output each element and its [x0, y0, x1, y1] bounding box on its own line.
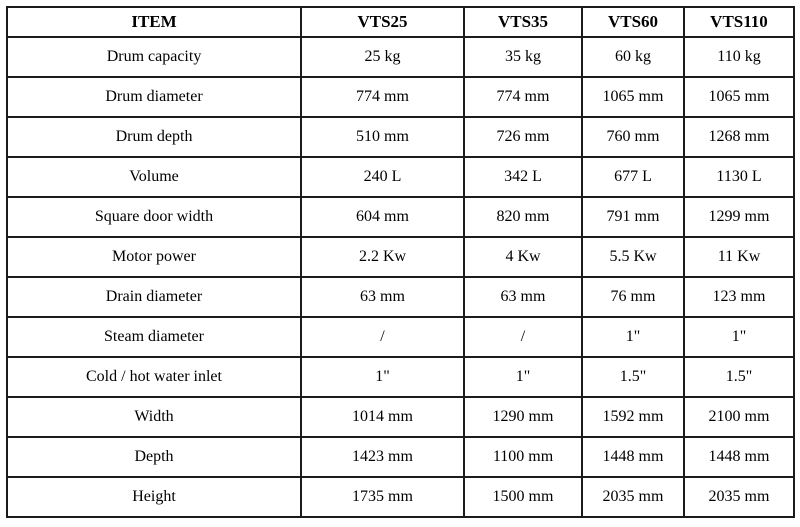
value-cell-vts110: 1.5" — [684, 357, 794, 397]
specs-table — [6, 6, 795, 518]
value-cell-vts25: 1423 mm — [301, 437, 464, 477]
column-header-vts60: VTS60 — [582, 7, 684, 37]
item-cell: Square door width — [7, 197, 301, 237]
value-cell-vts35: 1290 mm — [464, 397, 582, 437]
value-cell-vts25: 1" — [301, 357, 464, 397]
value-cell-vts35: 774 mm — [464, 77, 582, 117]
table-row — [7, 277, 794, 317]
value-cell-vts110: 1065 mm — [684, 77, 794, 117]
item-cell: Drum diameter — [7, 77, 301, 117]
value-cell-vts35: / — [464, 317, 582, 357]
table-body — [7, 37, 794, 517]
value-cell-vts60: 60 kg — [582, 37, 684, 77]
value-cell-vts35: 1" — [464, 357, 582, 397]
value-cell-vts110: 1" — [684, 317, 794, 357]
value-cell-vts25: 240 L — [301, 157, 464, 197]
value-cell-vts110: 1448 mm — [684, 437, 794, 477]
value-cell-vts60: 791 mm — [582, 197, 684, 237]
column-header-vts35: VTS35 — [464, 7, 582, 37]
value-cell-vts25: 604 mm — [301, 197, 464, 237]
value-cell-vts25: 1735 mm — [301, 477, 464, 517]
item-cell: Width — [7, 397, 301, 437]
value-cell-vts110: 2100 mm — [684, 397, 794, 437]
table-row — [7, 37, 794, 77]
value-cell-vts35: 63 mm — [464, 277, 582, 317]
table-header — [7, 7, 794, 37]
item-cell: Steam diameter — [7, 317, 301, 357]
value-cell-vts25: 25 kg — [301, 37, 464, 77]
table-row — [7, 357, 794, 397]
value-cell-vts25: 63 mm — [301, 277, 464, 317]
value-cell-vts25: 510 mm — [301, 117, 464, 157]
value-cell-vts35: 35 kg — [464, 37, 582, 77]
header-row — [7, 7, 794, 37]
value-cell-vts110: 11 Kw — [684, 237, 794, 277]
value-cell-vts35: 726 mm — [464, 117, 582, 157]
value-cell-vts25: 2.2 Kw — [301, 237, 464, 277]
item-cell: Drain diameter — [7, 277, 301, 317]
value-cell-vts60: 5.5 Kw — [582, 237, 684, 277]
item-cell: Height — [7, 477, 301, 517]
column-header-vts25: VTS25 — [301, 7, 464, 37]
value-cell-vts35: 342 L — [464, 157, 582, 197]
value-cell-vts60: 1" — [582, 317, 684, 357]
table-row — [7, 317, 794, 357]
value-cell-vts35: 1100 mm — [464, 437, 582, 477]
value-cell-vts60: 1.5" — [582, 357, 684, 397]
table-row — [7, 77, 794, 117]
value-cell-vts60: 1592 mm — [582, 397, 684, 437]
table-row — [7, 197, 794, 237]
table-row — [7, 477, 794, 517]
item-cell: Depth — [7, 437, 301, 477]
value-cell-vts25: / — [301, 317, 464, 357]
table-row — [7, 397, 794, 437]
value-cell-vts60: 677 L — [582, 157, 684, 197]
value-cell-vts35: 4 Kw — [464, 237, 582, 277]
table-row — [7, 237, 794, 277]
item-cell: Volume — [7, 157, 301, 197]
item-cell: Motor power — [7, 237, 301, 277]
value-cell-vts110: 123 mm — [684, 277, 794, 317]
value-cell-vts60: 76 mm — [582, 277, 684, 317]
value-cell-vts60: 1065 mm — [582, 77, 684, 117]
table-row — [7, 117, 794, 157]
value-cell-vts110: 1268 mm — [684, 117, 794, 157]
column-header-item: ITEM — [7, 7, 301, 37]
value-cell-vts60: 760 mm — [582, 117, 684, 157]
value-cell-vts110: 1299 mm — [684, 197, 794, 237]
item-cell: Drum capacity — [7, 37, 301, 77]
table-row — [7, 157, 794, 197]
value-cell-vts60: 1448 mm — [582, 437, 684, 477]
value-cell-vts25: 774 mm — [301, 77, 464, 117]
value-cell-vts60: 2035 mm — [582, 477, 684, 517]
value-cell-vts35: 1500 mm — [464, 477, 582, 517]
item-cell: Cold / hot water inlet — [7, 357, 301, 397]
value-cell-vts110: 110 kg — [684, 37, 794, 77]
item-cell: Drum depth — [7, 117, 301, 157]
column-header-vts110: VTS110 — [684, 7, 794, 37]
value-cell-vts110: 1130 L — [684, 157, 794, 197]
value-cell-vts110: 2035 mm — [684, 477, 794, 517]
value-cell-vts35: 820 mm — [464, 197, 582, 237]
table-row — [7, 437, 794, 477]
value-cell-vts25: 1014 mm — [301, 397, 464, 437]
